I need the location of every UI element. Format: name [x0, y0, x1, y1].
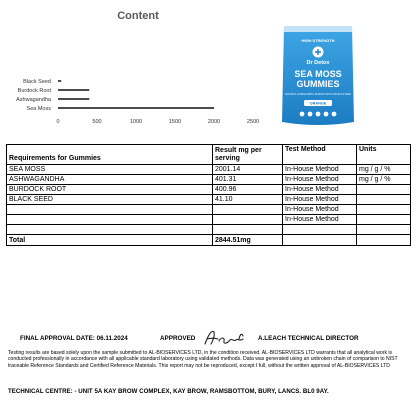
chart-tick-label: 2000 — [207, 119, 221, 125]
cell-result: 41.10 — [213, 195, 283, 205]
header-units: Units — [357, 145, 411, 165]
chart-bar — [58, 98, 89, 99]
product-flavour: ORANGE — [309, 101, 327, 106]
cell-method: In-House Method — [283, 195, 357, 205]
chart-category-label: Sea Moss — [26, 106, 51, 112]
cell-units: mg / g / % — [357, 175, 411, 185]
cell-method: In-House Method — [283, 205, 357, 215]
chart-title: Content — [117, 10, 159, 22]
chart-bar — [58, 107, 214, 108]
cell-units: mg / g / % — [357, 165, 411, 175]
cell-result — [213, 205, 283, 215]
chart-tick-label: 0 — [56, 119, 60, 125]
cell-result — [213, 225, 283, 235]
total-value: 2844.51mg — [213, 235, 283, 246]
product-image — [278, 22, 358, 132]
cell-units — [357, 195, 411, 205]
product-name-1: SEA MOSS — [294, 69, 342, 79]
chart-tick-label: 2500 — [246, 119, 260, 125]
cell-method: In-House Method — [283, 165, 357, 175]
table-row — [7, 185, 411, 195]
product-badge: HIGH STRENGTH — [301, 38, 335, 43]
cell-method — [283, 225, 357, 235]
product-subtitle: SEA MOSS, ASHWAGANDHA, BURDOCK ROOT AND BLACK SEED — [285, 94, 357, 96]
disclaimer-text: Testing results are based solely upon the sample submitted to AL-BIOSERVICES LTD, in the condition received. AL-BIOSERVICES LTD warrants that all analytical work is conducted professionally in accordance with all applicable standard laboratory using validated methods. Data was generated using an unbroken chain of comparison to NIST traceable Reference Standards and Certified Reference Materials. This report may not be reproduced, except I full, without the written approval of AL-BIOSERVICES LTD — [8, 350, 398, 369]
signature-image — [203, 329, 248, 347]
table-header-row — [7, 145, 411, 165]
header-method: Test Method — [283, 145, 357, 165]
total-label: Total — [7, 235, 213, 246]
cell-result: 400.96 — [213, 185, 283, 195]
product-name-2: GUMMIES — [296, 79, 340, 89]
chart-tick-label: 1500 — [168, 119, 182, 125]
total-units — [357, 235, 411, 246]
cell-requirement — [7, 205, 213, 215]
table-row — [7, 165, 411, 175]
results-table — [6, 144, 411, 246]
table-row — [7, 175, 411, 185]
chart-category-label: Burdock Root — [17, 88, 51, 94]
chart-tick-label: 500 — [92, 119, 102, 125]
cell-units — [357, 225, 411, 235]
technical-centre-address: TECHNICAL CENTRE: - UNIT 5A KAY BROW COMPLEX, KAY BROW, RAMSBOTTOM, BURY, LANCS. BL0 9AY. — [8, 388, 329, 395]
cell-requirement: ASHWAGANDHA — [7, 175, 213, 185]
total-method — [283, 235, 357, 246]
cell-units — [357, 185, 411, 195]
chart-category-label: Black Seed — [23, 79, 51, 85]
cell-result: 2001.14 — [213, 165, 283, 175]
cell-units — [357, 215, 411, 225]
cell-requirement — [7, 215, 213, 225]
table-row — [7, 195, 411, 205]
director-label: A.LEACH TECHNICAL DIRECTOR — [258, 335, 359, 342]
cell-method: In-House Method — [283, 185, 357, 195]
cell-result — [213, 215, 283, 225]
cell-requirement — [7, 225, 213, 235]
product-brand: Dr Detox — [306, 60, 330, 66]
cell-result: 401.31 — [213, 175, 283, 185]
table-row — [7, 215, 411, 225]
approval-date: FINAL APPROVAL DATE: 06.11.2024 — [20, 335, 128, 342]
content-chart — [8, 2, 268, 142]
cell-requirement: BURDOCK ROOT — [7, 185, 213, 195]
approved-label: APPROVED — [160, 335, 196, 342]
chart-category-label: Ashwagandha — [16, 97, 51, 103]
table-row — [7, 225, 411, 235]
cell-requirement: BLACK SEED — [7, 195, 213, 205]
pouch-seal — [284, 26, 352, 32]
cell-requirement: SEA MOSS — [7, 165, 213, 175]
chart-bar — [58, 89, 89, 90]
header-result: Result mg per serving — [213, 145, 283, 165]
header-requirement: Requirements for Gummies — [7, 145, 213, 165]
cell-method: In-House Method — [283, 175, 357, 185]
approval-line — [20, 331, 410, 345]
chart-tick-label: 1000 — [129, 119, 143, 125]
product-pouch — [278, 22, 358, 132]
chart-bar — [58, 80, 61, 81]
cell-units — [357, 205, 411, 215]
total-row — [7, 235, 411, 246]
cell-method: In-House Method — [283, 215, 357, 225]
chart-svg — [8, 2, 268, 142]
table-row — [7, 205, 411, 215]
